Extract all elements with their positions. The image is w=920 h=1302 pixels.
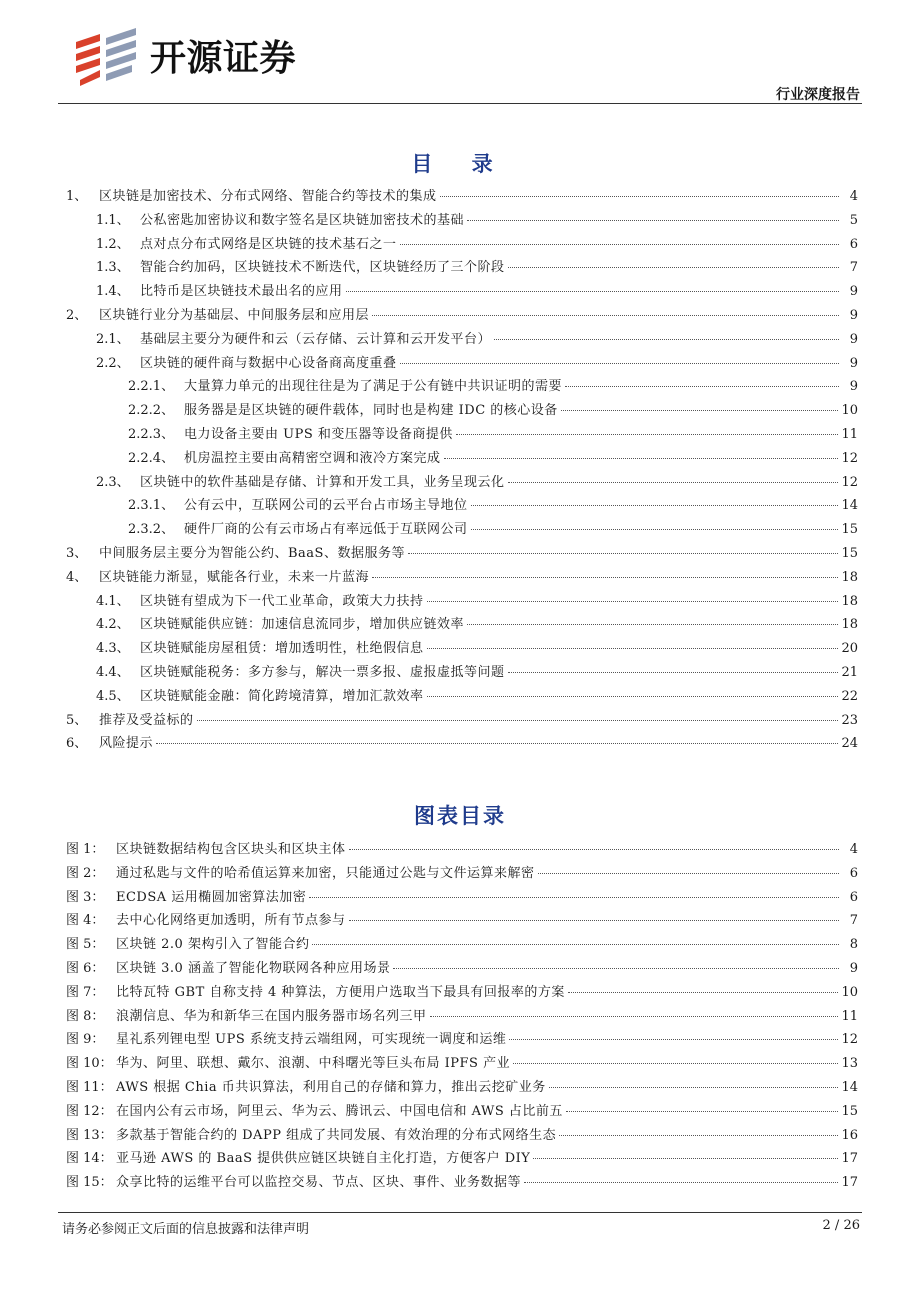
dot-leader <box>440 196 839 197</box>
dot-leader <box>471 529 839 530</box>
toc-entry[interactable] <box>66 518 858 542</box>
entry-title: 区块链中的软件基础是存储、计算和开发工具，业务呈现云化 <box>140 474 505 490</box>
entry-page-number: 8 <box>849 937 858 953</box>
entry-number: 4.3、 <box>96 641 130 657</box>
dot-leader <box>349 920 839 921</box>
entry-number: 3、 <box>66 545 88 561</box>
entry-title: 在国内公有云市场，阿里云、华为云、腾讯云、中国电信和 AWS 占比前五 <box>116 1103 563 1119</box>
entry-title: 多款基于智能合约的 DAPP 组成了共同发展、有效治理的分布式网络生态 <box>116 1127 557 1143</box>
entry-page-number: 11 <box>841 426 858 442</box>
dot-leader <box>408 553 838 554</box>
entry-page-number: 20 <box>841 641 858 657</box>
dot-leader <box>549 1087 839 1088</box>
figure-list <box>66 838 858 1195</box>
entry-title: 点对点分布式网络是区块链的技术基石之一 <box>140 236 397 252</box>
entry-number: 图 9： <box>66 1032 105 1048</box>
entry-number: 2、 <box>66 307 88 323</box>
entry-page-number: 12 <box>841 450 858 466</box>
toc-entry[interactable] <box>66 423 858 447</box>
entry-page-number: 13 <box>841 1056 858 1072</box>
entry-title: 浪潮信息、华为和新华三在国内服务器市场名列三甲 <box>116 1008 427 1024</box>
footer-divider <box>58 1212 862 1213</box>
entry-title: 推荐及受益标的 <box>99 712 194 728</box>
entry-title: 众享比特的运维平台可以监控交易、节点、区块、事件、业务数据等 <box>116 1175 522 1191</box>
dot-leader <box>565 386 839 387</box>
entry-title: 亚马逊 AWS 的 BaaS 提供供应链区块链自主化打造，方便客户 DIY <box>116 1151 531 1167</box>
figure-entry[interactable] <box>66 862 858 886</box>
toc-entry[interactable] <box>66 494 858 518</box>
entry-page-number: 12 <box>841 474 858 490</box>
footer-disclaimer: 请务必参阅正文后面的信息披露和法律声明 <box>62 1222 310 1237</box>
entry-page-number: 5 <box>849 212 858 228</box>
header-divider <box>58 103 862 104</box>
toc-entry[interactable] <box>66 304 858 328</box>
entry-title: 星礼系列锂电型 UPS 系统支持云端组网，可实现统一调度和运维 <box>116 1032 507 1048</box>
entry-title: 区块链有望成为下一代工业革命，政策大力扶持 <box>140 593 424 609</box>
entry-number: 图 3： <box>66 889 105 905</box>
dot-leader <box>494 339 839 340</box>
dot-leader <box>508 672 839 673</box>
entry-number: 图 15： <box>66 1175 113 1191</box>
toc-entry[interactable] <box>66 661 858 685</box>
entry-title: 电力设备主要由 UPS 和变压器等设备商提供 <box>184 426 453 442</box>
dot-leader <box>197 720 839 721</box>
entry-number: 2.2.3、 <box>128 426 175 442</box>
entry-number: 6、 <box>66 736 88 752</box>
entry-page-number: 15 <box>841 522 858 538</box>
entry-title: 区块链是加密技术、分布式网络、智能合约等技术的集成 <box>99 189 437 204</box>
toc-entry[interactable] <box>66 637 858 661</box>
entry-number: 2.2.2、 <box>128 403 175 419</box>
dot-leader <box>524 1182 838 1183</box>
entry-number: 1.1、 <box>96 212 130 228</box>
entry-number: 图 5： <box>66 937 105 953</box>
dot-leader <box>509 1039 838 1040</box>
entry-page-number: 6 <box>849 889 858 905</box>
company-logo <box>70 24 296 86</box>
entry-number: 2.1、 <box>96 331 130 347</box>
figure-entry[interactable] <box>66 838 858 862</box>
entry-page-number: 12 <box>841 1032 858 1048</box>
dot-leader <box>393 968 839 969</box>
entry-page-number: 4 <box>849 842 858 857</box>
dot-leader <box>400 363 839 364</box>
dot-leader <box>471 505 839 506</box>
entry-page-number: 17 <box>841 1175 858 1191</box>
page-indicator: 2 / 26 <box>822 1218 860 1233</box>
entry-title: 华为、阿里、联想、戴尔、浪潮、中科曙光等巨头布局 IPFS 产业 <box>116 1056 511 1072</box>
entry-page-number: 18 <box>841 569 858 585</box>
entry-title: 区块链的硬件商与数据中心设备商高度重叠 <box>140 355 397 371</box>
entry-number: 4.1、 <box>96 593 130 609</box>
toc-entry[interactable] <box>66 185 858 209</box>
dot-leader <box>372 577 838 578</box>
dot-leader <box>561 410 839 411</box>
dot-leader <box>538 873 839 874</box>
figure-entry[interactable] <box>66 909 858 933</box>
entry-number: 图 12： <box>66 1103 113 1119</box>
entry-number: 5、 <box>66 712 88 728</box>
toc-entry[interactable] <box>66 256 858 280</box>
toc-heading: 目 录 <box>411 152 509 176</box>
entry-title: ECDSA 运用椭圆加密算法加密 <box>116 889 307 905</box>
entry-number: 4、 <box>66 569 88 585</box>
entry-title: 区块链赋能金融：简化跨境清算，增加汇款效率 <box>140 688 424 704</box>
dot-leader <box>156 743 838 744</box>
dot-leader <box>508 482 839 483</box>
logo-text: 开源证券 <box>150 37 297 79</box>
figure-entry[interactable] <box>66 1100 858 1124</box>
dot-leader <box>346 291 839 292</box>
entry-page-number: 23 <box>841 712 858 728</box>
entry-page-number: 11 <box>841 1008 858 1024</box>
entry-number: 2.2、 <box>96 355 130 371</box>
entry-page-number: 6 <box>849 236 858 252</box>
entry-page-number: 10 <box>841 984 858 1000</box>
toc-entry[interactable] <box>66 709 858 733</box>
entry-title: 通过私匙与文件的哈希值运算来加密，只能通过公匙与文件运算来解密 <box>116 865 535 881</box>
dot-leader <box>444 458 839 459</box>
entry-number: 2.2.1、 <box>128 379 175 395</box>
entry-title: 大量算力单元的出现往往是为了满足于公有链中共识证明的需要 <box>184 379 563 395</box>
toc-entry[interactable] <box>66 566 858 590</box>
entry-page-number: 9 <box>849 379 858 395</box>
entry-number: 1.2、 <box>96 236 130 252</box>
entry-title: 区块链能力渐显，赋能各行业，未来一片蓝海 <box>99 569 370 585</box>
entry-title: AWS 根据 Chia 币共识算法，利用自己的存储和算力，推出云挖矿业务 <box>116 1079 546 1095</box>
entry-page-number: 22 <box>841 688 858 704</box>
report-type-label: 行业深度报告 <box>776 87 860 103</box>
entry-number: 4.4、 <box>96 664 130 680</box>
entry-number: 图 14： <box>66 1151 113 1167</box>
dot-leader <box>372 315 839 316</box>
toc-entry[interactable] <box>66 447 858 471</box>
entry-page-number: 4 <box>849 189 858 204</box>
entry-number: 图 1： <box>66 842 105 857</box>
dot-leader <box>427 696 839 697</box>
toc-entry[interactable] <box>66 613 858 637</box>
dot-leader <box>430 1016 839 1017</box>
entry-page-number: 7 <box>849 913 858 929</box>
entry-page-number: 15 <box>841 545 858 561</box>
entry-page-number: 9 <box>849 960 858 976</box>
entry-page-number: 9 <box>849 331 858 347</box>
dot-leader <box>559 1135 838 1136</box>
entry-title: 去中心化网络更加透明，所有节点参与 <box>116 913 346 929</box>
entry-number: 2.3.2、 <box>128 522 175 538</box>
entry-page-number: 16 <box>841 1127 858 1143</box>
dot-leader <box>312 944 839 945</box>
entry-title: 智能合约加码，区块链技术不断迭代，区块链经历了三个阶段 <box>140 260 505 276</box>
dot-leader <box>427 648 839 649</box>
figure-entry[interactable] <box>66 886 858 910</box>
entry-title: 风险提示 <box>99 736 154 752</box>
dot-leader <box>566 1111 839 1112</box>
entry-title: 区块链行业分为基础层、中间服务层和应用层 <box>99 307 370 323</box>
toc-entry[interactable] <box>66 590 858 614</box>
entry-number: 2.2.4、 <box>128 450 175 466</box>
entry-title: 区块链赋能供应链：加速信息流同步，增加供应链效率 <box>140 617 465 633</box>
toc-entry[interactable] <box>66 399 858 423</box>
entry-title: 比特瓦特 GBT 自称支持 4 种算法，方便用户选取当下最具有回报率的方案 <box>116 984 565 1000</box>
figure-entry[interactable] <box>66 1005 858 1029</box>
entry-page-number: 9 <box>849 284 858 300</box>
entry-page-number: 15 <box>841 1103 858 1119</box>
dot-leader <box>467 624 838 625</box>
entry-title: 机房温控主要由高精密空调和液冷方案完成 <box>184 450 441 466</box>
toc-entry[interactable] <box>66 209 858 233</box>
entry-page-number: 17 <box>841 1151 858 1167</box>
dot-leader <box>568 992 839 993</box>
entry-title: 区块链赋能房屋租赁：增加透明性，杜绝假信息 <box>140 641 424 657</box>
toc-entry[interactable] <box>66 685 858 709</box>
entry-number: 1、 <box>66 189 88 204</box>
entry-title: 区块链 3.0 涵盖了智能化物联网各种应用场景 <box>116 960 391 976</box>
entry-page-number: 14 <box>841 498 858 514</box>
entry-number: 图 8： <box>66 1008 105 1024</box>
toc-entry[interactable] <box>66 732 858 756</box>
entry-number: 图 2： <box>66 865 105 881</box>
entry-number: 4.5、 <box>96 688 130 704</box>
entry-number: 图 10： <box>66 1056 113 1072</box>
figure-entry[interactable] <box>66 1028 858 1052</box>
entry-title: 区块链数据结构包含区块头和区块主体 <box>116 842 346 857</box>
entry-page-number: 18 <box>841 617 858 633</box>
entry-number: 图 6： <box>66 960 105 976</box>
toc-entry[interactable] <box>66 542 858 566</box>
entry-page-number: 21 <box>841 664 858 680</box>
entry-title: 公有云中，互联网公司的云平台占市场主导地位 <box>184 498 468 514</box>
toc-entry[interactable] <box>66 375 858 399</box>
entry-page-number: 24 <box>841 736 858 752</box>
dot-leader <box>467 220 839 221</box>
entry-title: 中间服务层主要分为智能公约、BaaS、数据服务等 <box>99 545 405 561</box>
dot-leader <box>400 244 839 245</box>
dot-leader <box>533 1158 838 1159</box>
dot-leader <box>513 1063 838 1064</box>
entry-title: 硬件厂商的公有云市场占有率远低于互联网公司 <box>184 522 468 538</box>
logo-mark-icon <box>70 24 146 86</box>
toc-entry[interactable] <box>66 471 858 495</box>
figure-entry[interactable] <box>66 1076 858 1100</box>
figure-entry[interactable] <box>66 981 858 1005</box>
figure-entry[interactable] <box>66 1052 858 1076</box>
toc-entry[interactable] <box>66 328 858 352</box>
entry-page-number: 14 <box>841 1079 858 1095</box>
entry-page-number: 18 <box>841 593 858 609</box>
toc-entry[interactable] <box>66 233 858 257</box>
entry-title: 基础层主要分为硬件和云（云存储、云计算和云开发平台） <box>140 331 492 347</box>
entry-page-number: 9 <box>849 355 858 371</box>
entry-title: 区块链 2.0 架构引入了智能合约 <box>116 937 310 953</box>
dot-leader <box>309 897 839 898</box>
figure-entry[interactable] <box>66 1124 858 1148</box>
entry-number: 2.3、 <box>96 474 130 490</box>
dot-leader <box>427 601 839 602</box>
figure-entry[interactable] <box>66 933 858 957</box>
entry-title: 区块链赋能税务：多方参与，解决一票多报、虚报虚抵等问题 <box>140 664 505 680</box>
entry-number: 2.3.1、 <box>128 498 175 514</box>
entry-number: 4.2、 <box>96 617 130 633</box>
entry-page-number: 6 <box>849 865 858 881</box>
dot-leader <box>508 267 839 268</box>
figure-entry[interactable] <box>66 957 858 981</box>
entry-page-number: 9 <box>849 307 858 323</box>
entry-number: 1.3、 <box>96 260 130 276</box>
entry-title: 公私密匙加密协议和数字签名是区块链加密技术的基础 <box>140 212 465 228</box>
figure-entry[interactable] <box>66 1171 858 1195</box>
dot-leader <box>456 434 839 435</box>
entry-title: 服务器是是区块链的硬件载体，同时也是构建 IDC 的核心设备 <box>184 403 558 419</box>
entry-number: 图 7： <box>66 984 105 1000</box>
figure-list-heading: 图表目录 <box>414 804 506 828</box>
toc-list <box>66 185 858 756</box>
figure-entry[interactable] <box>66 1147 858 1171</box>
toc-entry[interactable] <box>66 352 858 376</box>
entry-number: 图 11： <box>66 1079 113 1095</box>
entry-number: 1.4、 <box>96 284 130 300</box>
entry-page-number: 10 <box>841 403 858 419</box>
dot-leader <box>349 849 839 850</box>
entry-page-number: 7 <box>849 260 858 276</box>
toc-entry[interactable] <box>66 280 858 304</box>
entry-number: 图 4： <box>66 913 105 929</box>
entry-number: 图 13： <box>66 1127 113 1143</box>
entry-title: 比特币是区块链技术最出名的应用 <box>140 284 343 300</box>
